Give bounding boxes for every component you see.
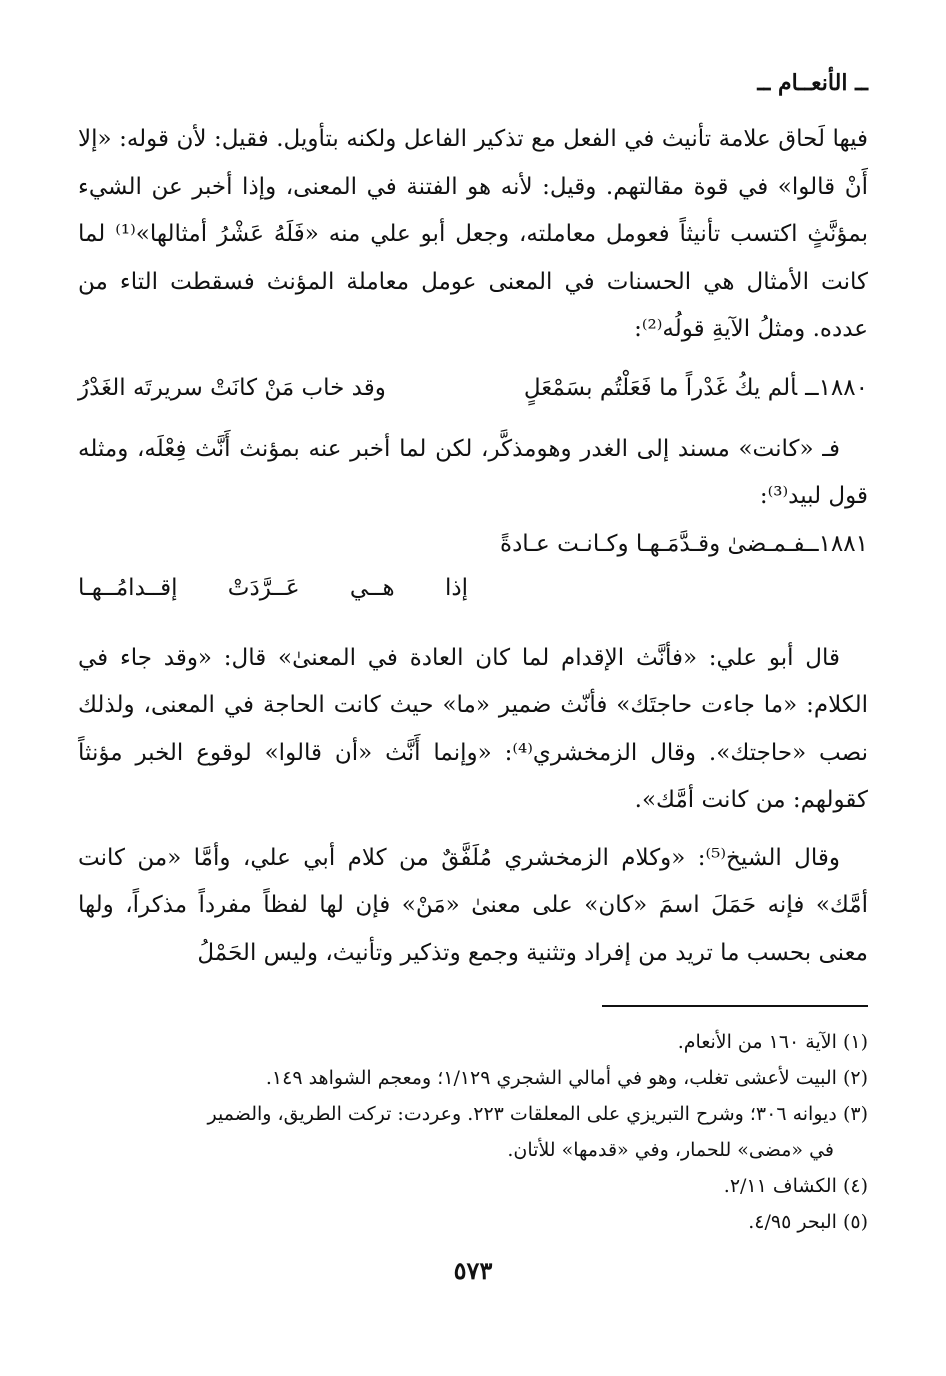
verse-1881 [78, 521, 868, 613]
main-text [78, 116, 868, 977]
footnote-1: (١) الآية ١٦٠ من الأنعام. [677, 1031, 868, 1053]
footnote-3-continued: في «مضى» للحمار، وفي «قدمها» للأتان. [507, 1139, 834, 1161]
paragraph-1: فيها لَحاق علامة تأنيث في الفعل مع تذكير الفاعل ولكنه بتأويل. فقيل: لأن قوله: «إلا أَنْ قالوا» في قوة مقالتهم. وقيل: لأنه هو الفتنة في المعنى، وإذا أخبر عن الشيء بمؤنَّثٍ اكتسب تأنيثاً فعومل معاملته، وجعل أبو علي منه «فَلَهُ عَشْرُ أمثالها»⁽¹⁾ لما كانت الأمثال هي الحسنات في المعنى عومل معاملة المؤنث فسقطت التاء من عدده. ومثلُ الآيةِ قولُه⁽²⁾: [78, 126, 868, 342]
running-header: ــ الأنعــام ــ [757, 70, 868, 96]
paragraph-2: فـ «كانت» مسند إلى الغدر وهومذكَّر، لكن لما أخبر عنه بمؤنث أَنَّث فِعْلَه، ومثله قول لبيد⁽³⁾: [78, 435, 868, 509]
footnote-4: (٤) الكشاف ٢/١١. [723, 1175, 868, 1197]
verse-number: ١٨٨١ــ [805, 530, 868, 557]
verse-number: ١٨٨٠ــ [805, 374, 868, 401]
verse-1881-line-1: ١٨٨١ــفـمـضىٰ وقـدَّمَـهـا وكـانـت عـادةً [500, 530, 868, 557]
footnote-2: (٢) البيت لأعشى تغلب، وهو في أمالي الشجري ١/١٢٩؛ ومعجم الشواهد ١٤٩. [265, 1067, 868, 1089]
footnote-3: (٣) ديوانه ٣٠٦؛ وشرح التبريزي على المعلقات ٢٢٣. وعردت: تركت الطريق، والضمير [207, 1103, 868, 1125]
page-number: ٥٧٣ [453, 1256, 493, 1285]
verse-1880 [78, 364, 868, 412]
footnote-5: (٥) البحر ٤/٩٥. [748, 1211, 868, 1233]
footnote-separator [602, 1005, 868, 1007]
paragraph-4: وقال الشيخ⁽⁵⁾: «وكلام الزمخشري مُلَفَّقٌ من كلام أبي علي، وأمَّا «من كانت أمَّك» فإنه حَمَلَ اسمَ «كان» على معنىٰ «مَنْ» فإن لها لفظاً مفرداً مذكراً، ولها معنى بحسب ما تريد من إفراد وتثنية وجمع وتذكير وتأنيث، وليس الحَمْلُ [78, 844, 868, 966]
footnotes [78, 1024, 868, 1240]
verse-1881-line-2: إذا هــي عَــرَّدَتْ إقــدامُــهـا [78, 574, 468, 601]
paragraph-3: قال أبو علي: «فأنَّث الإقدام لما كان العادة في المعنىٰ» قال: «وقد جاء في الكلام: «ما جاءت حاجتَك» فأنّث ضمير «ما» حيث كانت الحاجة في المعنى، ولذلك نصب «حاجتك». وقال الزمخشري⁽⁴⁾: «وإنما أَنَّث «أن قالوا» لوقوع الخبر مؤنثاً كقولهم: من كانت أمَّك». [78, 644, 868, 813]
verse-1880-second-hemistich: وقد خاب مَنْ كانَتْ سريرتَه الغَدْرُ [78, 374, 386, 401]
verse-1880-first-hemistich: ١٨٨٠ــألم يكُ غَدْراً ما فَعَلْتُم بسَمْعَلٍ [523, 374, 868, 401]
